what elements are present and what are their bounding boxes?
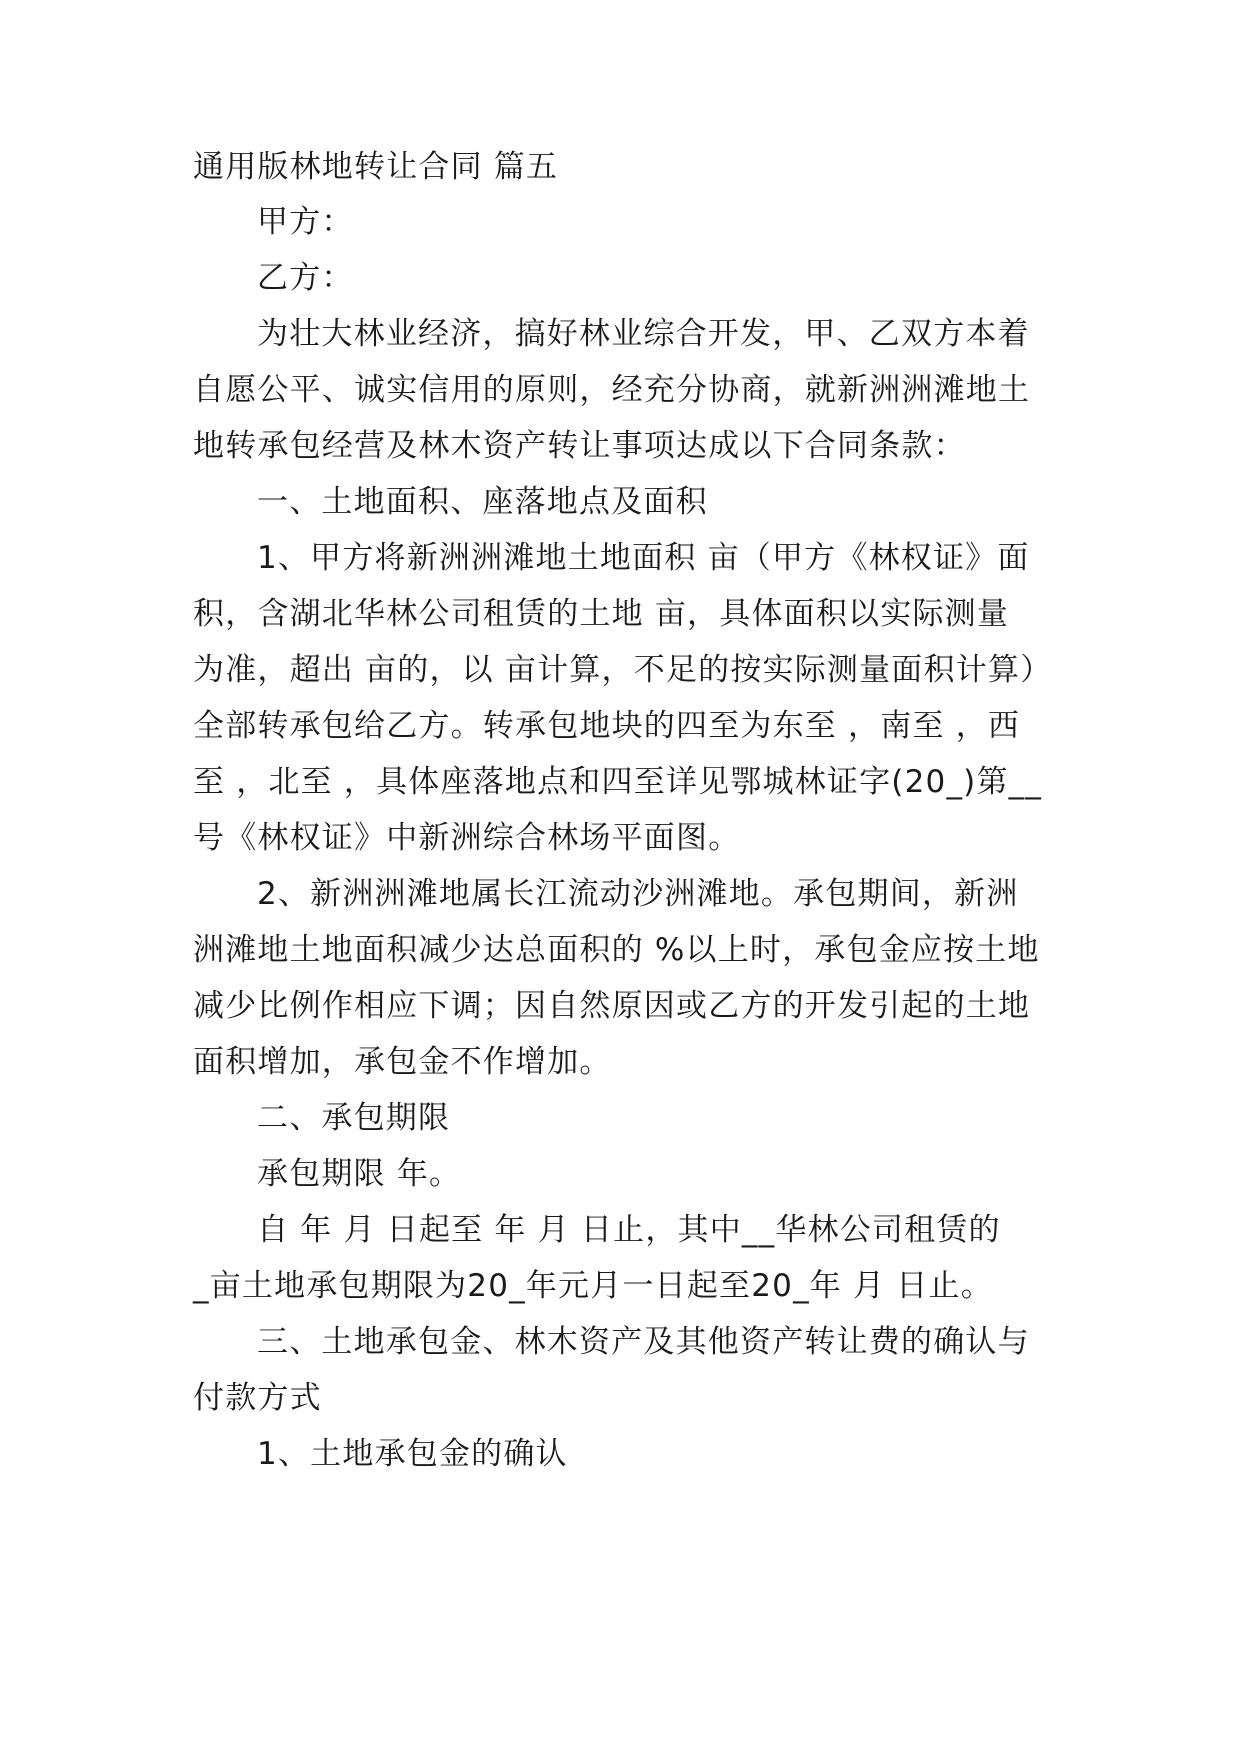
section-heading: 一、土地面积、座落地点及面积 bbox=[257, 484, 708, 520]
paragraph-line: 积，含湖北华林公司租赁的土地 亩，具体面积以实际测量 bbox=[193, 596, 1010, 632]
paragraph-line: 地转承包经营及林木资产转让事项达成以下合同条款： bbox=[193, 428, 966, 464]
paragraph-line: 全部转承包给乙方。转承包地块的四至为东至 ，南至 ，西 bbox=[193, 708, 1021, 744]
paragraph-line: 自 年 月 日起至 年 月 日止，其中__华林公司租赁的 bbox=[257, 1212, 1001, 1248]
party-b-line: 乙方： bbox=[257, 260, 354, 296]
paragraph-line: 号《林权证》中新洲综合林场平面图。 bbox=[193, 820, 741, 856]
paragraph-line: 减少比例作相应下调；因自然原因或乙方的开发引起的土地 bbox=[193, 988, 1031, 1024]
party-a-line: 甲方： bbox=[257, 204, 354, 240]
document-title: 通用版林地转让合同 篇五 bbox=[193, 149, 559, 185]
paragraph-line: 洲滩地土地面积减少达总面积的 %以上时，承包金应按土地 bbox=[193, 932, 1040, 968]
paragraph-line: 为准，超出 亩的，以 亩计算，不足的按实际测量面积计算） bbox=[193, 652, 1053, 688]
paragraph-line: 自愿公平、诚实信用的原则，经充分协商，就新洲洲滩地土 bbox=[193, 372, 1031, 408]
section-heading: 二、承包期限 bbox=[257, 1100, 451, 1136]
paragraph-line: 2、新洲洲滩地属长江流动沙洲滩地。承包期间，新洲 bbox=[257, 876, 1019, 912]
section-heading-continued: 付款方式 bbox=[193, 1380, 322, 1416]
paragraph-line: 承包期限 年。 bbox=[257, 1156, 462, 1192]
section-heading: 三、土地承包金、林木资产及其他资产转让费的确认与 bbox=[257, 1324, 1030, 1360]
paragraph-line: 1、甲方将新洲洲滩地土地面积 亩（甲方《林权证》面 bbox=[257, 540, 1030, 576]
paragraph-line: 至 ，北至 ，具体座落地点和四至详见鄂城林证字(20_)第__ bbox=[193, 764, 1043, 800]
subsection-heading: 1、土地承包金的确认 bbox=[257, 1436, 568, 1472]
paragraph-line: _亩土地承包期限为20_年元月一日起至20_年 月 日止。 bbox=[193, 1268, 993, 1304]
paragraph-line: 面积增加，承包金不作增加。 bbox=[193, 1044, 612, 1080]
paragraph-line: 为壮大林业经济，搞好林业综合开发，甲、乙双方本着 bbox=[257, 316, 1030, 352]
